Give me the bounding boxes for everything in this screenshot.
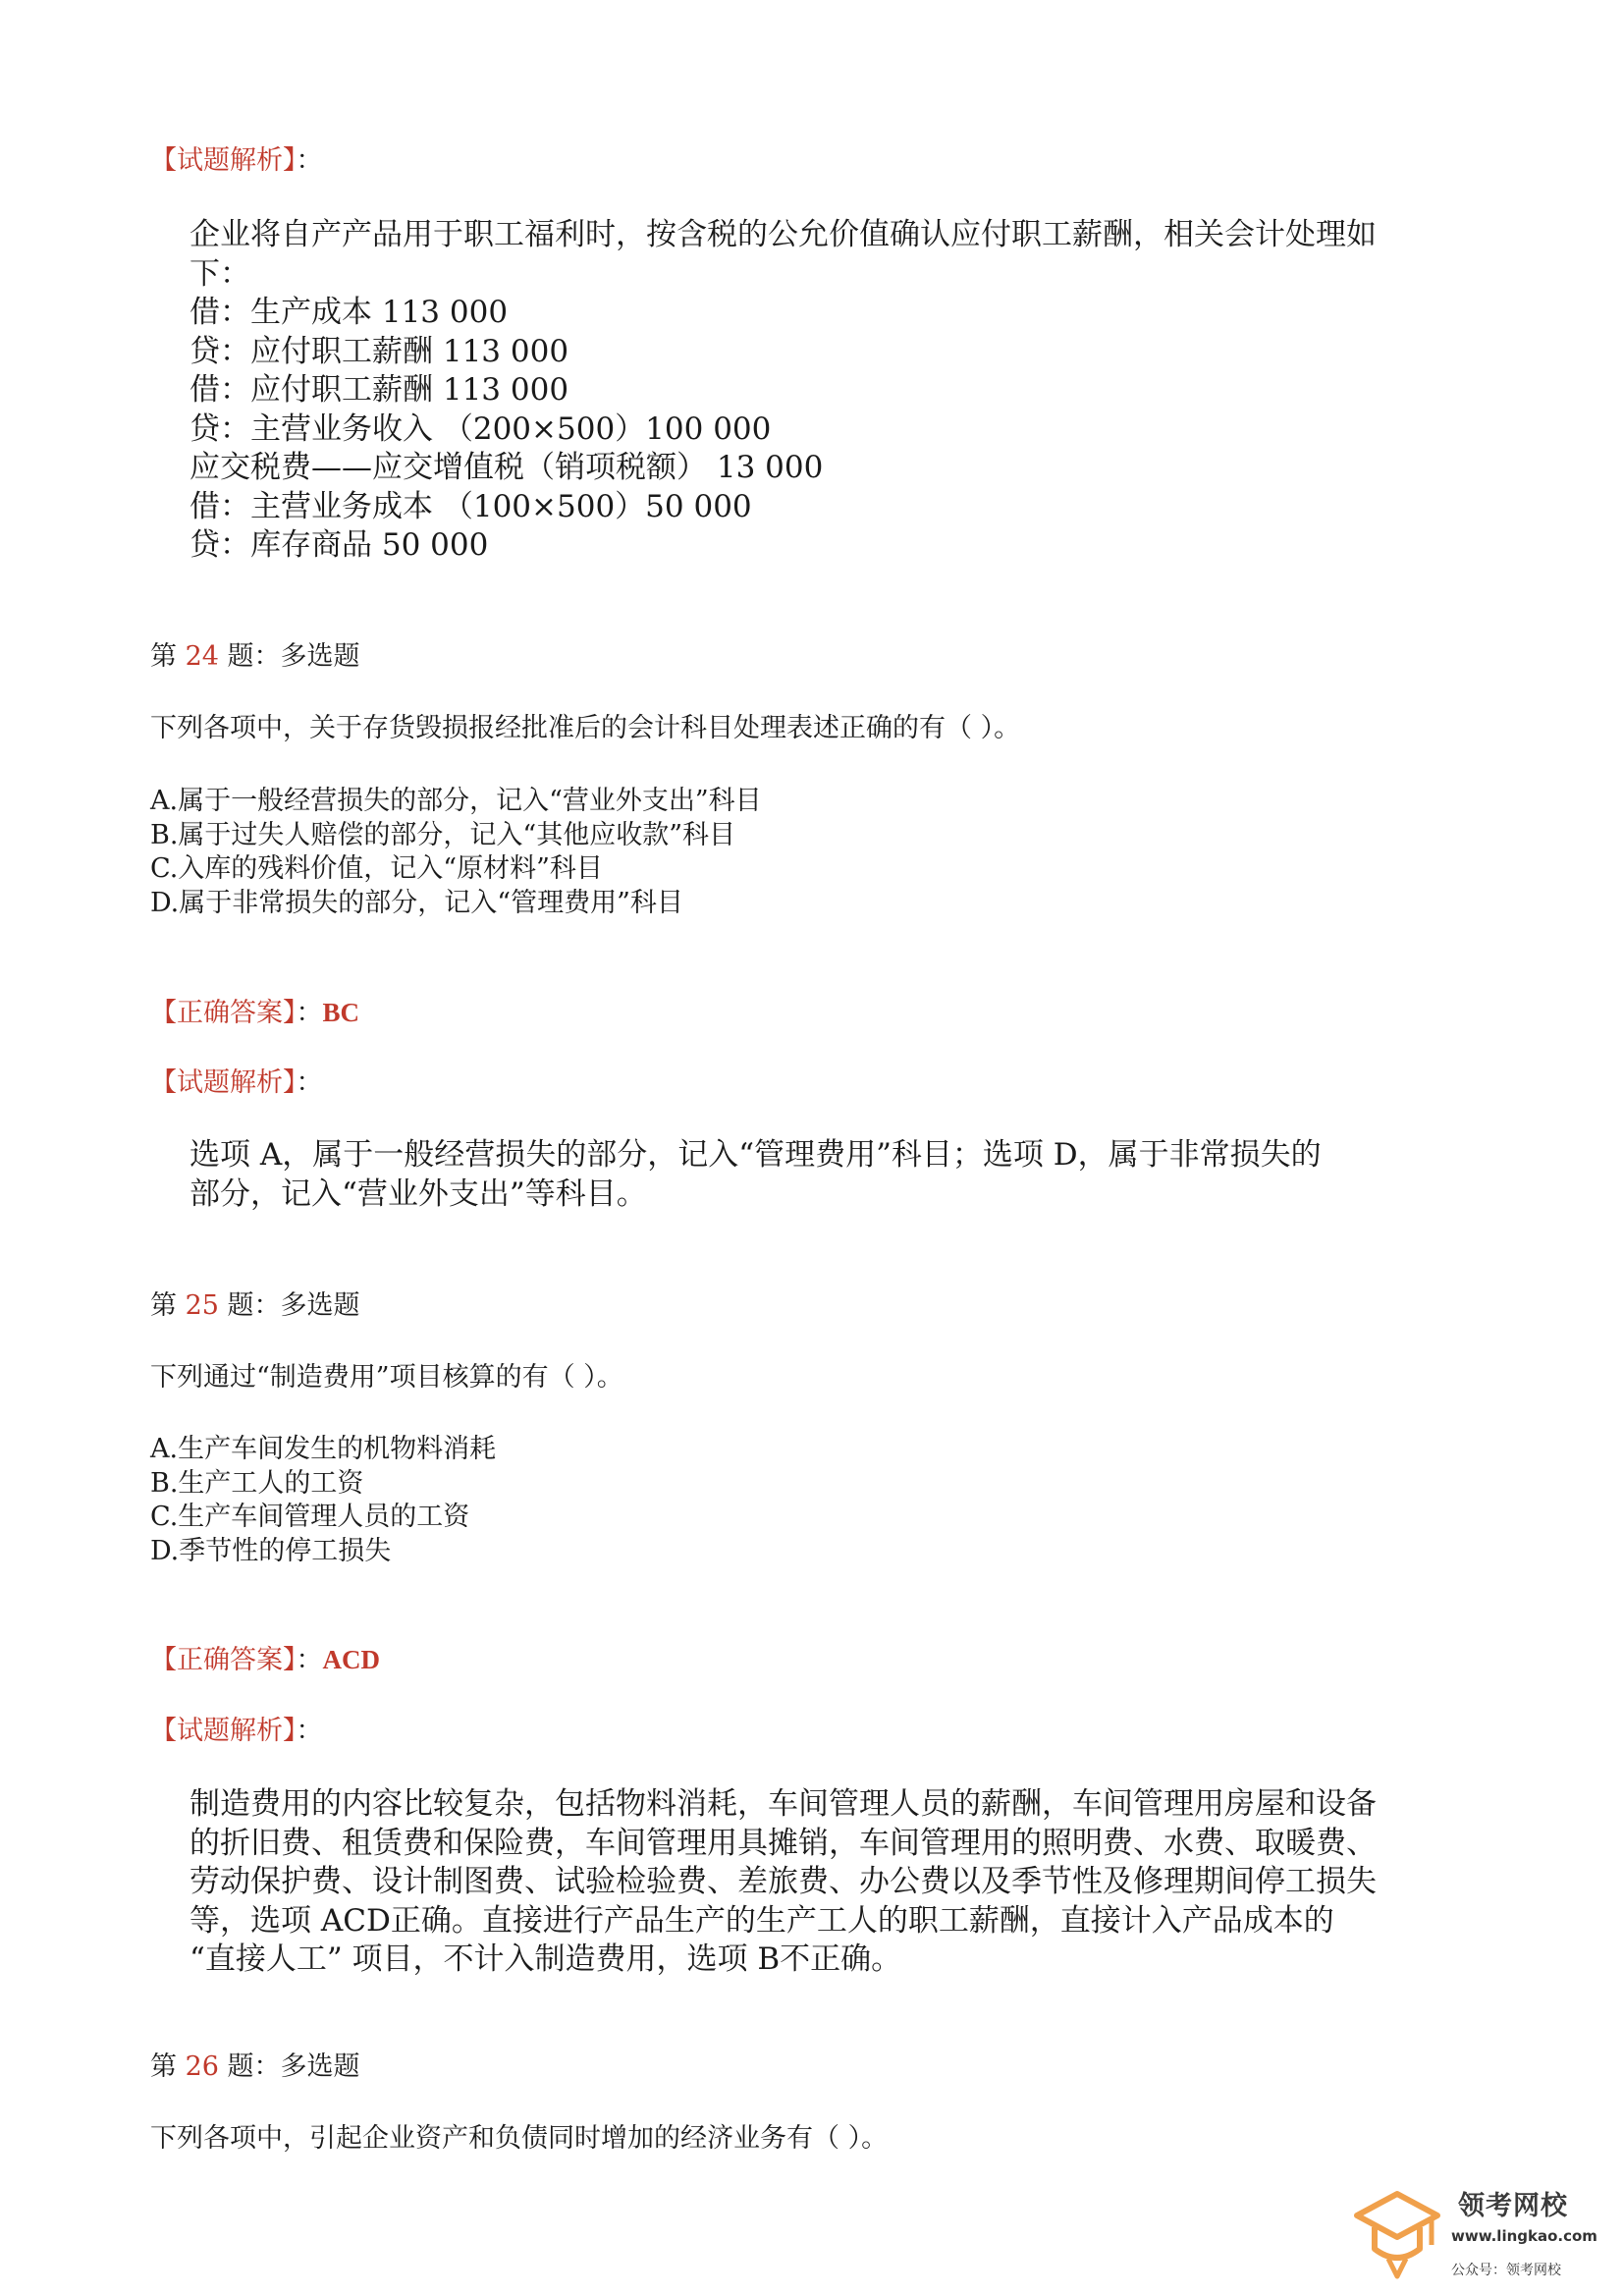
- explanation-text-24: [189, 1136, 1495, 1214]
- explanation-line: “直接人工” 项目，不计入制造费用，选项 B不正确。: [189, 1941, 902, 1977]
- option-b: B.生产工人的工资: [150, 1467, 364, 1499]
- explanation-line: 的折旧费、租赁费和保险费，车间管理用具摊销，车间管理用的照明费、水费、取暖费、: [189, 1825, 1377, 1861]
- explanation-text-25: [189, 1785, 1495, 1980]
- explanation-text: [189, 216, 1495, 566]
- option-d: D.季节性的停工损失: [150, 1535, 392, 1566]
- answer-value-25: ACD: [322, 1645, 380, 1674]
- option-a: A.属于一般经营损失的部分，记入“营业外支出”科目: [150, 786, 762, 816]
- explanation-line: 借：生产成本 113 000: [189, 295, 509, 330]
- question-header-24: 第 24 题：多选题: [150, 641, 360, 672]
- logo-url: www.lingkao.com: [1451, 2227, 1597, 2245]
- answer-value-24: BC: [322, 998, 360, 1027]
- option-d: D.属于非常损失的部分，记入“管理费用”科目: [150, 887, 683, 918]
- question-stem-25: 下列通过“制造费用”项目核算的有（ ）。: [150, 1362, 623, 1393]
- logo-name: 领考网校: [1458, 2191, 1568, 2221]
- explanation-line: 贷：主营业务收入 （200×500）100 000: [189, 410, 772, 447]
- answer-label-24: 【正确答案】：BC: [150, 998, 360, 1028]
- explanation-line: 企业将自产产品用于职工福利时，按含税的公允价值确认应付职工薪酬，相关会计处理如: [189, 217, 1377, 252]
- explanation-line: 等，选项 ACD正确。直接进行产品生产的生产工人的职工薪酬，直接计入产品成本的: [189, 1902, 1334, 1939]
- explanation-line: 贷：应付职工薪酬 113 000: [189, 333, 569, 369]
- logo-wechat: 公众号：领考网校: [1451, 2263, 1561, 2278]
- option-b: B.属于过失人赔偿的部分，记入“其他应收款”科目: [150, 819, 736, 850]
- answer-label-25: 【正确答案】：ACD: [150, 1645, 380, 1675]
- explanation-label: 【试题解析】：: [150, 145, 323, 176]
- explanation-line: 应交税费——应交增值税（销项税额） 13 000: [189, 450, 824, 485]
- explanation-line: 劳动保护费、设计制图费、试验检验费、差旅费、办公费以及季节性及修理期间停工损失: [189, 1864, 1377, 1899]
- option-a: A.生产车间发生的机物料消耗: [150, 1434, 497, 1464]
- option-c: C.生产车间管理人员的工资: [150, 1502, 470, 1532]
- explanation-line: 部分，记入“营业外支出”等科目。: [189, 1175, 647, 1212]
- question-header-25: 第 25 题：多选题: [150, 1290, 360, 1321]
- options-25: [150, 1433, 496, 1568]
- explanation-line: 贷：库存商品 50 000: [189, 527, 489, 563]
- graduation-cap-icon: [1353, 2188, 1441, 2281]
- question-stem-24: 下列各项中，关于存货毁损报经批准后的会计科目处理表述正确的有（ ）。: [150, 713, 1021, 743]
- footer-logo: [1345, 2182, 1610, 2290]
- explanation-line: 制造费用的内容比较复杂，包括物料消耗，车间管理人员的薪酬，车间管理用房屋和设备: [189, 1786, 1377, 1822]
- options-24: [150, 785, 762, 920]
- explanation-label-25: 【试题解析】：: [150, 1716, 323, 1746]
- explanation-line: 下：: [189, 255, 250, 292]
- question-header-26: 第 26 题：多选题: [150, 2051, 360, 2082]
- explanation-label-24: 【试题解析】：: [150, 1067, 323, 1098]
- explanation-line: 借：应付职工薪酬 113 000: [189, 372, 569, 408]
- explanation-line: 借：主营业务成本 （100×500）50 000: [189, 488, 752, 524]
- option-c: C.入库的残料价值，记入“原材料”科目: [150, 853, 603, 884]
- question-stem-26: 下列各项中，引起企业资产和负债同时增加的经济业务有（ ）。: [150, 2123, 889, 2154]
- explanation-line: 选项 A，属于一般经营损失的部分，记入“管理费用”科目；选项 D，属于非常损失的: [189, 1137, 1322, 1173]
